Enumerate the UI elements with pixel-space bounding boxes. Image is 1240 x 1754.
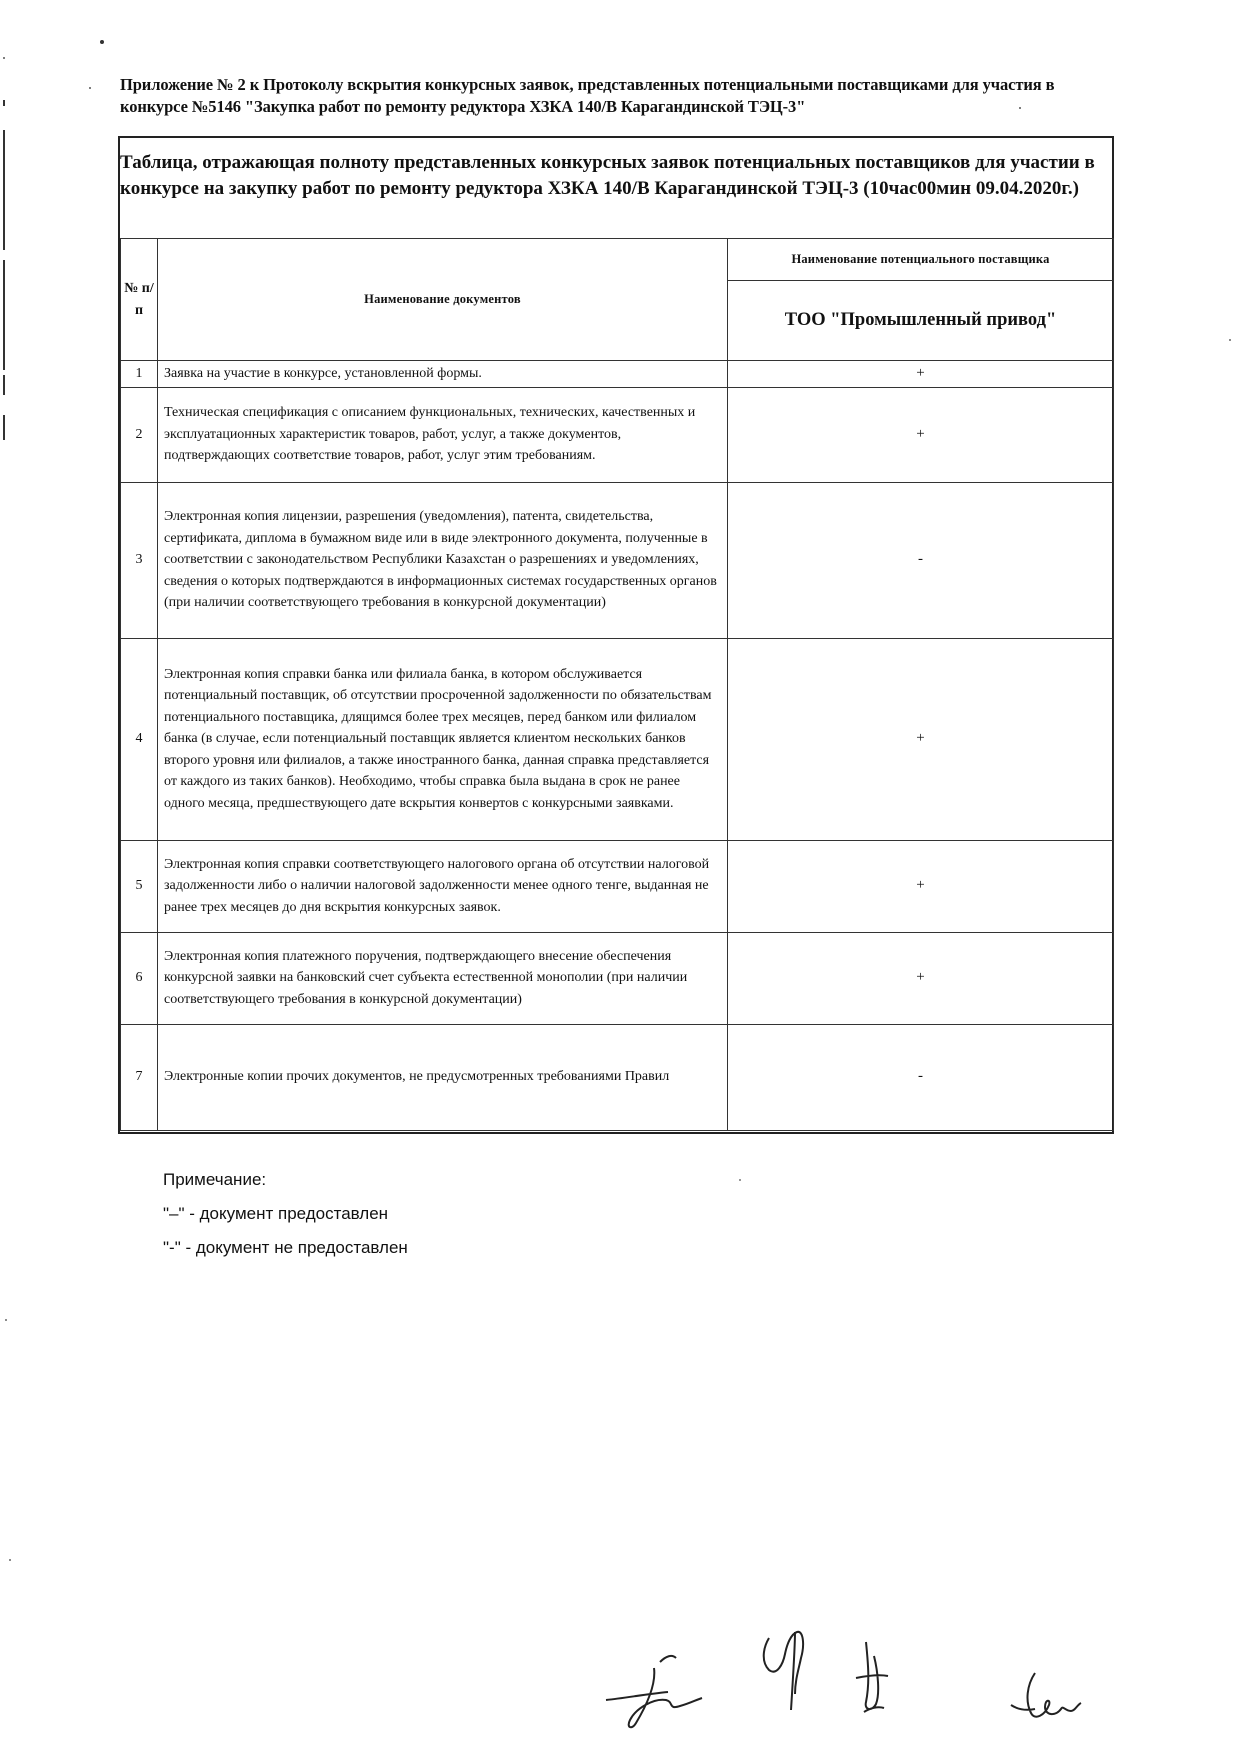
document-name: Электронная копия платежного поручения, подтверждающего внесение обеспечения конкурсной заявки на банковский счет субъекта естественной монополии (при наличии соответствующего требования в конкурсной документации): [158, 932, 728, 1024]
document-heading: Приложение № 2 к Протоколу вскрытия конкурсных заявок, представленных потенциальными поставщиками для участия в конкурсе №5146 "Закупка работ по ремонту редуктора ХЗКА 140/В Карагандинской ТЭЦ-3": [120, 75, 1055, 116]
submission-mark: +: [728, 932, 1114, 1024]
notes-legend-submitted: "–" - документ предоставлен: [163, 1204, 389, 1223]
row-number: 4: [121, 638, 158, 840]
document-name: Техническая спецификация с описанием функциональных, технических, качественных и эксплуатационных характеристик товаров, работ, услуг, а также документов, подтверждающих соответствие товаров, работ, услуг этим требованиям.: [158, 387, 728, 482]
column-header-documents: Наименование документов: [158, 239, 728, 361]
notes-title: Примечание:: [163, 1170, 267, 1189]
table-row: [121, 387, 1114, 482]
signature-3: [848, 1632, 898, 1717]
row-number: 6: [121, 932, 158, 1024]
table-row: [121, 638, 1114, 840]
row-number: 3: [121, 482, 158, 638]
row-number: 2: [121, 387, 158, 482]
row-number: 7: [121, 1024, 158, 1130]
submission-mark: -: [728, 482, 1114, 638]
column-header-vendor-group: Наименование потенциального поставщика: [728, 239, 1114, 281]
scan-edge-marks: [2, 100, 8, 480]
signature-4: [1005, 1665, 1085, 1730]
notes-legend-not-submitted: "-" - документ не предоставлен: [163, 1238, 408, 1257]
document-name: Электронная копия лицензии, разрешения (уведомления), патента, свидетельства, сертификата, диплома в бумажном виде или в виде электронного документа, полученные в соответствии с законодательством Республики Казахстан о разрешениях и уведомлениях, сведения о которых подтверждаются в информационных системах государственных органов (при наличии соответствующего требования в конкурсной документации): [158, 482, 728, 638]
table-row: [121, 840, 1114, 932]
row-number: 1: [121, 361, 158, 388]
table-row: [121, 932, 1114, 1024]
submission-mark: +: [728, 361, 1114, 388]
notes-section: [163, 1163, 408, 1265]
column-header-number: № п/п: [121, 239, 158, 361]
document-name: Электронные копии прочих документов, не предусмотренных требованиями Правил: [158, 1024, 728, 1130]
document-name: Электронная копия справки соответствующего налогового органа об отсутствии налоговой задолженности либо о наличии налоговой задолженности менее одного тенге, выданная не ранее трех месяцев до дня вскрытия конкурсных заявок.: [158, 840, 728, 932]
document-name: Заявка на участие в конкурсе, установленной формы.: [158, 361, 728, 388]
table-row: [121, 361, 1114, 388]
signature-2: [755, 1618, 835, 1718]
submission-mark: -: [728, 1024, 1114, 1130]
vendor-name: ТОО "Промышленный привод": [728, 281, 1114, 361]
completeness-table: [120, 238, 1114, 1131]
document-name: Электронная копия справки банка или филиала банка, в котором обслуживается потенциальный поставщик, об отсутствии просроченной задолженности по обязательствам потенциального поставщика, длящимся более трех месяцев, перед банком или филиалом банка (в случае, если потенциальный поставщик является клиентом нескольких банков второго уровня или филиалов, а также иностранного банка, данная справка представляется от каждого из таких банков). Необходимо, чтобы справка была выдана в срок не ранее одного месяца, предшествующего дате вскрытия конвертов с конкурсными заявками.: [158, 638, 728, 840]
submission-mark: +: [728, 840, 1114, 932]
submission-mark: +: [728, 638, 1114, 840]
signature-1: [596, 1628, 726, 1738]
submission-mark: +: [728, 387, 1114, 482]
row-number: 5: [121, 840, 158, 932]
table-title: Таблица, отражающая полноту представленных конкурсных заявок потенциальных поставщиков для участии в конкурсе на закупку работ по ремонту редуктора ХЗКА 140/В Карагандинской ТЭЦ-3 (10час00мин 09.04.2020г.): [120, 152, 1095, 199]
table-row: [121, 482, 1114, 638]
table-row: [121, 1024, 1114, 1130]
